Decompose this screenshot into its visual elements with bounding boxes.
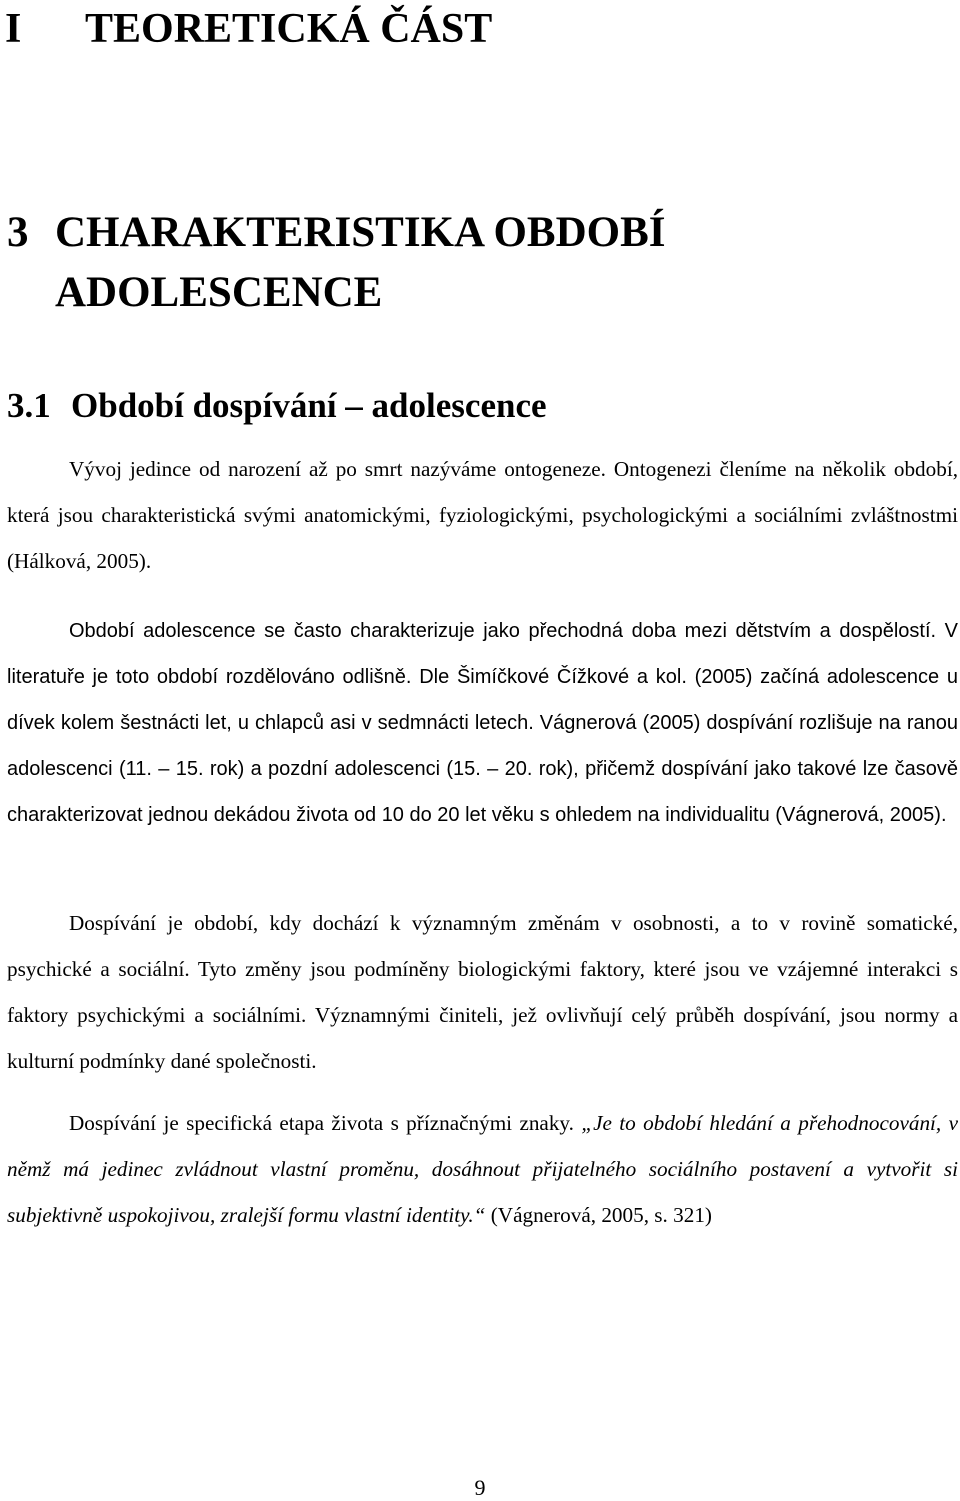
quote-lead: Dospívání je specifická etapa života s příznačnými znaky. — [69, 1111, 582, 1135]
quote-citation: (Vágnerová, 2005, s. 321) — [485, 1203, 712, 1227]
chapter-heading — [7, 203, 775, 323]
paragraph-identity-quote — [7, 1100, 958, 1238]
paragraph-personality-changes: Dospívání je období, kdy dochází k významným změnám v osobnosti, a to v rovině somatické, psychické a sociální. Tyto změny jsou podmíněny biologickými faktory, které jsou ve vzájemné interakci s faktory psychickými a sociálními. Významnými činiteli, jež ovlivňují celý průběh dospívání, jsou normy a kulturní podmínky dané společnosti. — [7, 911, 958, 1073]
part-number: I — [5, 6, 22, 52]
chapter-number: 3 — [7, 209, 29, 256]
part-title: TEORETICKÁ ČÁST — [85, 6, 493, 52]
quote-text: „Je to období hledání a přehodnocování, v němž má jedinec zvládnout vlastní proměnu, dosáhnout přijatelného sociálního postavení a vytvořit si subjektivně uspokojivou, zralejší formu vlastní identity.“ — [7, 1111, 958, 1227]
chapter-title: CHARAKTERISTIKA OBDOBÍ ADOLESCENCE — [55, 209, 666, 316]
section-number: 3.1 — [7, 386, 51, 425]
page-number: 9 — [474, 1475, 486, 1500]
paragraph-adolescence-period: Období adolescence se často charakterizuje jako přechodná doba mezi dětstvím a dospělostí. V literatuře je toto období rozdělováno odlišně. Dle Šimíčkové Čížkové a kol. (2005) začíná adolescence u dívek kolem šestnácti let, u chlapců asi v sedmnácti letech. Vágnerová (2005) dospívání rozlišuje na ranou adolescenci (11. – 15. rok) a pozdní adolescenci (15. – 20. rok), přičemž dospívání jako takové lze časově charakterizovat jednou dekádou života od 10 do 20 let věku s ohledem na individualitu (Vágnerová, 2005). — [7, 620, 958, 826]
paragraph-ontogeneze: Vývoj jedince od narození až po smrt nazýváme ontogeneze. Ontogenezi členíme na několik období, která jsou charakteristická svými anatomickými, fyziologickými, psychologickými a sociálními zvláštnostmi (Hálková, 2005). — [7, 457, 958, 573]
section-title: Období dospívání – adolescence — [71, 386, 547, 425]
section-heading — [7, 384, 547, 428]
part-heading — [5, 4, 492, 54]
